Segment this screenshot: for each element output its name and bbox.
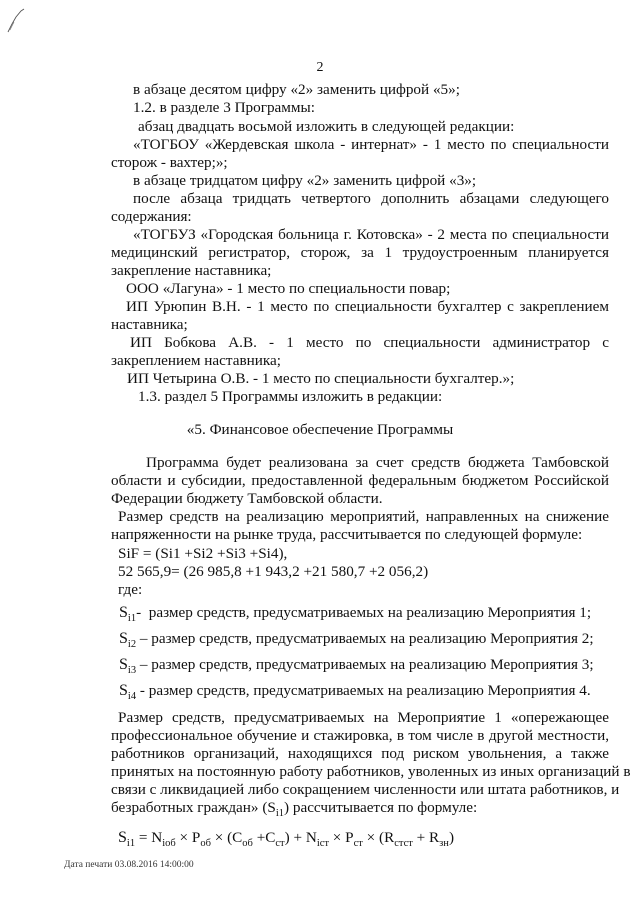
symbol-s: S [119, 630, 128, 647]
text-line: сторож - вахтер;»; [111, 154, 228, 171]
text-line-with-symbol: безработных граждан» $(S_{i1})$ рассчитывается по формуле: [111, 799, 478, 820]
formula-part: × P [179, 829, 201, 846]
definition-si1 [119, 604, 591, 628]
text-line: ИП Бобкова А.В. - 1 место по специальности администратор с [130, 334, 609, 351]
formula-sub: iоб [162, 838, 176, 850]
definition-text: размер средств, предусматриваемых на реализацию Мероприятия 1; [148, 604, 592, 621]
formula-part: = N [138, 829, 163, 846]
definition-text: размер средств, предусматриваемых на реализацию Мероприятия 4. [148, 682, 591, 699]
text-line: работников организаций, находящихся под риском увольнения, а также [111, 745, 609, 762]
formula-part: ) + N [284, 829, 317, 846]
text-line: Программа будет реализована за счет средств бюджета Тамбовской [146, 454, 609, 471]
text-line: 1.2. в разделе 3 Программы: [133, 99, 315, 116]
symbol-s: S [119, 682, 128, 699]
text-line: принятых на постоянную работу работников, уволенных из иных организаций в [111, 763, 631, 780]
formula-sub: об [242, 838, 253, 850]
formula-part: +C [256, 829, 276, 846]
formula-part: ) [448, 829, 454, 846]
formula-part: × (R [366, 829, 395, 846]
text-line: в абзаце тридцатом цифру «2» заменить цифрой «3»; [133, 172, 477, 189]
dash: – [139, 630, 148, 647]
symbol-subscript: i4 [127, 691, 137, 703]
cost-formula [118, 829, 454, 853]
text-fragment: безработных граждан» [111, 799, 259, 816]
formula-sub: стст [394, 838, 413, 850]
definition-text: размер средств, предусматриваемых на реализацию Мероприятия 2; [151, 630, 594, 647]
text-line: «ТОГБУЗ «Городская больница г. Котовска» - 2 места по специальности [133, 226, 609, 243]
text-line: напряженности на рынке труда, рассчитывается по следующей формуле: [111, 526, 583, 543]
definition-si2 [119, 630, 594, 654]
formula-sub: об [200, 838, 211, 850]
definition-text: размер средств, предусматриваемых на реализацию Мероприятия 3; [151, 656, 594, 673]
text-line: Федерации бюджету Тамбовской области. [111, 490, 383, 507]
text-line: 1.3. раздел 5 Программы изложить в редакции: [138, 388, 443, 405]
formula-sub: зн [439, 838, 449, 850]
definition-si4 [119, 682, 591, 706]
formula-line: SiF = (Si1 +Si2 +Si3 +Si4), [118, 545, 288, 562]
text-line: закреплением наставника; [111, 352, 282, 369]
text-line: области и субсидии, предоставленной федеральным бюджетом Российской [111, 472, 609, 489]
text-line: медицинский регистратор, сторож, за 1 трудоустроенным планируется [111, 244, 609, 261]
section-heading: «5. Финансовое обеспечение Программы [186, 421, 454, 438]
dash: - [136, 604, 142, 621]
formula-sub: ст [275, 838, 285, 850]
handwritten-mark [6, 8, 26, 34]
dash: - [139, 682, 145, 699]
formula-values: 52 565,9= (26 985,8 +1 943,2 +21 580,7 +2 056,2) [118, 563, 429, 580]
print-date-footer: Дата печати 03.08.2016 14:00:00 [64, 860, 194, 870]
text-line: ИП Четырина О.В. - 1 место по специальности бухгалтер.»; [127, 370, 515, 387]
text-line: наставника; [111, 316, 188, 333]
text-line: абзац двадцать восьмой изложить в следующей редакции: [138, 118, 515, 135]
symbol-subscript: i3 [127, 665, 137, 677]
text-line: связи с ликвидацией либо сокращением численности или штата работников, и [111, 781, 620, 798]
formula-sub: iст [316, 838, 329, 850]
formula-sub: ст [353, 838, 363, 850]
text-line: Размер средств на реализацию мероприятий, направленных на снижение [118, 508, 609, 525]
text-line: содержания: [111, 208, 192, 225]
text-line: в абзаце десятом цифру «2» заменить цифрой «5»; [133, 81, 460, 98]
symbol-s: S [119, 604, 128, 621]
text-fragment: рассчитывается по формуле: [292, 799, 478, 816]
text-line: профессиональное обучение и стажировка, в том числе в другой местности, [111, 727, 609, 744]
symbol-s: S [119, 656, 128, 673]
formula-part: + R [416, 829, 440, 846]
symbol-subscript: i1 [127, 613, 137, 625]
text-line: ООО «Лагуна» - 1 место по специальности повар; [126, 280, 451, 297]
page-number: 2 [316, 60, 324, 75]
formula-sub: i1 [126, 838, 136, 850]
text-line: Размер средств, предусматриваемых на Мероприятие 1 «опережающее [118, 709, 609, 726]
formula-part: × (C [214, 829, 243, 846]
dash: – [139, 656, 148, 673]
text-line: где: [118, 581, 143, 598]
symbol-subscript: i1 [275, 808, 284, 820]
text-line: закрепление наставника; [111, 262, 272, 279]
text-line: ИП Урюпин В.Н. - 1 место по специальности бухгалтер с закреплением [126, 298, 609, 315]
text-line: после абзаца тридцать четвертого дополнить абзацами следующего [133, 190, 609, 207]
symbol-s: S [267, 799, 276, 816]
formula-lhs: S [118, 829, 127, 846]
text-line: «ТОГБОУ «Жердевская школа - интернат» - 1 место по специальности [133, 136, 609, 153]
definition-si3 [119, 656, 594, 680]
formula-part: × P [332, 829, 354, 846]
symbol-subscript: i2 [127, 639, 137, 651]
